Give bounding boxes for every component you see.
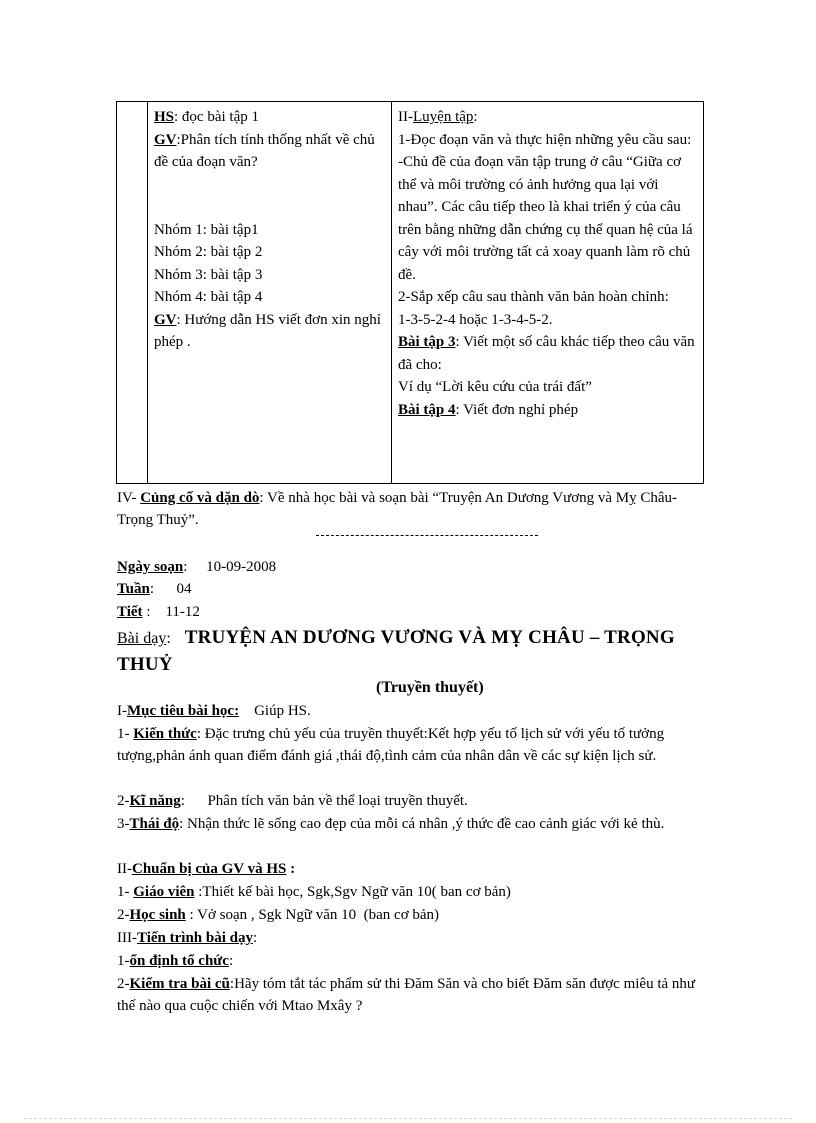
consolidation-prefix: IV-	[117, 490, 141, 506]
hs-label: HS	[154, 109, 175, 125]
objectives-label: Mục tiêu bài học:	[127, 703, 240, 719]
exercise-2: 2-Sắp xếp câu sau thành văn bản hoàn chỉnh:	[398, 289, 669, 305]
date-label: Ngày soạn	[117, 559, 184, 575]
lesson-title: TRUYỆN AN DƯƠNG VƯƠNG VÀ MỴ CHÂU – TRỌNG THUỶ	[117, 627, 675, 675]
student-prep-prefix: 2-	[117, 907, 130, 923]
period-label: Tiết	[117, 604, 143, 620]
exercise-3-example: Ví dụ “Lời kêu cứu của trái đất”	[398, 379, 592, 395]
spacer	[154, 174, 387, 219]
organization-prefix: 1-	[117, 953, 130, 969]
review-label: Kiểm tra bài cũ	[129, 976, 230, 992]
exercise-3-label: Bài tập 3	[398, 334, 456, 350]
knowledge-text: : Đặc trưng chủ yếu của truyền thuyết:Kết hợp yếu tố lịch sử với yếu tố tưởng tượng,phản ánh quan điểm đánh giá ,thái độ,tình cảm của nhân dân về các sự kiện lịch sử.	[117, 726, 665, 764]
skills-label: Kĩ năng	[129, 793, 181, 809]
attitude-text: : Nhận thức lẽ sống cao đẹp của mỗi cá nhân ,ý thức đề cao cảnh giác với kẻ thù.	[179, 816, 665, 832]
organization-label: ổn định tổ chức	[129, 953, 229, 969]
group-1: Nhóm 1: bài tập1	[154, 221, 259, 238]
practice-label: Luyện tập	[413, 109, 474, 125]
skills-text: : Phân tích văn bản về thể loại truyền thuyết.	[180, 793, 468, 809]
page-bottom-border	[24, 1118, 792, 1119]
week-label: Tuần	[117, 581, 150, 597]
teacher-prep-prefix: 1-	[117, 884, 134, 900]
organization-line	[117, 950, 233, 972]
objectives-text: Giúp HS.	[239, 703, 311, 719]
hs-text: : đọc bài tập 1	[174, 109, 259, 125]
lesson-title-block	[117, 625, 702, 679]
student-prep-label: Học sinh	[129, 907, 186, 923]
consolidation-paragraph	[117, 487, 702, 531]
date-line	[117, 556, 276, 578]
gv-analysis-text: :Phân tích tính thống nhất về chủ đề của đoạn văn?	[154, 131, 375, 170]
review-prefix: 2-	[117, 976, 130, 992]
process-label: Tiến trình bài dạy	[136, 930, 253, 946]
practice-suffix: :	[473, 109, 478, 125]
exercise-3	[398, 331, 699, 376]
period-value: : 11-12	[142, 604, 200, 620]
period-line	[117, 601, 200, 623]
teacher-prep-text: :Thiết kế bài học, Sgk,Sgv Ngữ văn 10( ban cơ bản)	[194, 884, 511, 900]
practice-prefix: II-	[398, 109, 413, 125]
week-value: : 04	[149, 581, 192, 597]
attitude-prefix: 3-	[117, 816, 130, 832]
week-line	[117, 578, 191, 600]
lesson-label: Bài dạy	[117, 630, 167, 647]
group-2: Nhóm 2: bài tập 2	[154, 244, 263, 260]
student-prep-text: : Vở soạn , Sgk Ngữ văn 10 (ban cơ bản)	[185, 907, 440, 923]
review-text: :Hãy tóm tắt tác phẩm sử thi Đăm Săn và cho biết Đăm săn được miêu tả như thế nào qua cuộc chiến với Mtao Mxây ?	[117, 976, 696, 1014]
exercise-2-answer: 1-3-5-2-4 hoặc 1-3-4-5-2.	[398, 311, 553, 328]
skills-line	[117, 790, 468, 812]
consolidation-label: Củng cố và dặn dò	[140, 490, 260, 506]
objectives-heading	[117, 700, 311, 722]
practice-heading	[398, 106, 699, 129]
attitude-label: Thái độ	[129, 816, 180, 832]
teacher-prep-line	[117, 881, 511, 903]
preparation-prefix: II-	[117, 861, 132, 877]
preparation-heading	[117, 858, 295, 880]
hs-line	[154, 106, 387, 129]
review-paragraph	[117, 973, 702, 1017]
exercise-4-text: : Viết đơn nghỉ phép	[455, 401, 579, 418]
teacher-prep-label: Giáo viên	[133, 884, 195, 900]
gv-guide-text: : Hướng dẫn HS viết đơn xin nghỉ phép .	[154, 311, 381, 350]
gv-label: GV	[154, 311, 177, 328]
exercise-1: 1-Đọc đoạn văn và thực hiện những yêu cầu sau:	[398, 131, 692, 148]
exercise-1-detail: -Chủ đề của đoạn văn tập trung ở câu “Giữa cơ thể và môi trường có ảnh hưởng qua lại với nhau”. Các câu tiếp theo là khai triển ý của câu trên bằng những dẫn chứng cụ thể quan hệ của lá cây với môi trường tất cả xoay quanh làm rõ chủ đề.	[398, 154, 693, 283]
gv-guide-line	[154, 309, 387, 354]
knowledge-label: Kiến thức	[133, 726, 197, 742]
organization-suffix: :	[228, 953, 234, 969]
consolidation-text: : Về nhà học bài và soạn bài “Truyện An Dương Vương và Mỵ Châu-Trọng Thuỷ”.	[117, 490, 678, 528]
objectives-prefix: I-	[117, 703, 127, 719]
gv-analysis-line	[154, 129, 387, 174]
skills-prefix: 2-	[117, 793, 130, 809]
lesson-subtitle: (Truyền thuyết)	[376, 679, 484, 696]
separator-line	[316, 535, 538, 536]
preparation-suffix: :	[286, 861, 296, 877]
knowledge-paragraph	[117, 723, 702, 767]
teacher-activity-column	[148, 102, 392, 484]
group-3: Nhóm 3: bài tập 3	[154, 266, 263, 283]
exercise-3-text: : Viết một số câu khác tiếp theo câu văn đã cho:	[398, 334, 695, 373]
gv-label: GV	[154, 131, 177, 148]
exercise-4	[398, 399, 699, 422]
group-4: Nhóm 4: bài tập 4	[154, 289, 263, 305]
preparation-label: Chuẩn bị của GV và HS	[132, 861, 287, 877]
date-value: : 10-09-2008	[183, 559, 277, 575]
lesson-colon: :	[166, 630, 171, 647]
exercise-4-label: Bài tập 4	[398, 401, 456, 418]
process-prefix: III-	[117, 930, 137, 946]
attitude-paragraph	[117, 813, 702, 835]
student-prep-line	[117, 904, 439, 926]
table-margin-column	[117, 102, 148, 484]
process-heading	[117, 927, 257, 949]
lesson-activity-table	[116, 101, 704, 484]
knowledge-prefix: 1-	[117, 726, 134, 742]
process-suffix: :	[253, 930, 258, 946]
content-column	[392, 102, 704, 484]
